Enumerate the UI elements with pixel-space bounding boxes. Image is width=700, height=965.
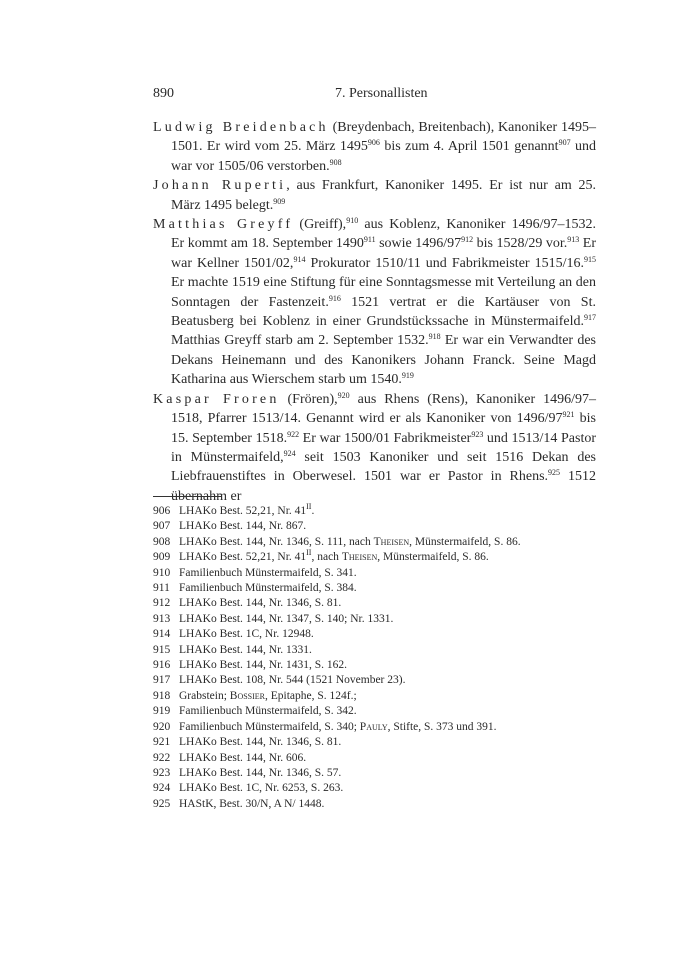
footnote-number: 922 [153, 751, 171, 764]
footnote-ref: 924 [283, 448, 296, 458]
footnote-number: 911 [153, 582, 170, 595]
footnote [153, 720, 596, 735]
footnote-text: Familienbuch Münstermaifeld, S. 340; [179, 720, 360, 733]
footnote [153, 689, 596, 704]
footnote-number: 917 [153, 674, 171, 687]
footnote-author: Bossier [229, 689, 266, 702]
entry-text: und war vor 1505/06 verstorben. [171, 139, 597, 174]
entry-text: bis 1528/29 vor. [473, 236, 568, 252]
footnote-ref: 910 [346, 216, 359, 226]
footnote-text: LHAKo Best. 108, Nr. 544 (1521 November 23). [179, 674, 406, 687]
footnote [153, 751, 596, 766]
footnote-number: 907 [153, 520, 171, 533]
footnote-number: 919 [153, 705, 171, 718]
entry-text: aus Koblenz, Kanoniker 1496/97–1532. Er kommt am 18. September 1490 [171, 217, 596, 252]
entry-text: Er war ein Verwandter des Dekans Heinemann und des Kanonikers Johann Franck. Seine Magd Katharina aus Wierschem starb um 1540. [171, 333, 596, 388]
footnote-ref: 920 [337, 390, 350, 400]
footnote-text: , Stifte, S. 373 und 391. [387, 720, 497, 733]
footnote-ref: 914 [293, 254, 306, 264]
footnote-text: , Münstermaifeld, S. 86. [409, 535, 521, 548]
footnote-ref: 922 [287, 429, 300, 439]
footnote-number: 913 [153, 612, 171, 625]
footnote-text: LHAKo Best. 144, Nr. 1346, S. 81. [179, 597, 342, 610]
person-entry [153, 176, 596, 215]
footnote-text: LHAKo Best. 144, Nr. 1346, S. 57. [179, 766, 342, 779]
person-name: Matthias Greyff [153, 217, 294, 233]
footnote [153, 550, 596, 565]
person-entry [153, 390, 596, 506]
footnote-ref: 907 [558, 138, 571, 148]
footnote-text: Familienbuch Münstermaifeld, S. 342. [179, 705, 357, 718]
footnote-author: Theisen [341, 551, 378, 564]
footnote [153, 735, 596, 750]
footnote-text: LHAKo Best. 144, Nr. 1431, S. 162. [179, 659, 348, 672]
footnote-ref: 917 [584, 313, 596, 323]
footnote-text: LHAKo Best. 1C, Nr. 12948. [179, 628, 314, 641]
entry-text: und 1513/14 Pastor in Münstermaifeld, [171, 430, 597, 465]
footnote [153, 643, 596, 658]
footnote-ref: 908 [329, 157, 342, 167]
footnote-text: , Münstermaifeld, S. 86. [377, 551, 489, 564]
entry-text: (Greiff), [293, 217, 347, 233]
footnote-number: 908 [153, 535, 171, 548]
footnote-ref: 915 [584, 254, 596, 264]
entry-text: Matthias Greyff starb am 2. September 1532. [171, 333, 429, 349]
footnote-ref: 911 [363, 235, 376, 245]
person-name: Johann Ruperti [153, 178, 287, 194]
entry-text: Er war 1500/01 Fabrikmeister [299, 430, 472, 446]
entry-text: (Breydenbach, Breitenbach), Kanoniker 1495–1501. Er wird vom 25. März 1495 [171, 120, 596, 155]
footnote-number: 924 [153, 782, 171, 795]
entry-text: sowie 1496/97 [375, 236, 462, 252]
footnote-number: 918 [153, 689, 171, 702]
entry-text: Er machte 1519 eine Stiftung für eine Sonntagsmesse mit Verteilung an den Sonntagen der Fastenzeit. [171, 275, 596, 310]
footnote-author: Theisen [373, 535, 410, 548]
entry-text: , aus Frankfurt, Kanoniker 1495. Er ist nur am 25. März 1495 belegt. [171, 178, 596, 213]
footnote [153, 581, 596, 596]
footnote [153, 781, 596, 796]
footnote-text: LHAKo Best. 1C, Nr. 6253, S. 263. [179, 782, 344, 795]
entry-text: (Frören), [279, 391, 338, 407]
footnote-number: 923 [153, 766, 171, 779]
entry-text: aus Rhens (Rens), Kanoniker 1496/97–1518, Pfarrer 1513/14. Genannt wird er als Kanoniker von 1496/97 [171, 391, 596, 427]
footnote-number: 910 [153, 566, 171, 579]
running-header [153, 86, 596, 106]
footnote-number: 916 [153, 659, 171, 672]
person-entry [153, 215, 596, 390]
footnote-ref: 925 [548, 468, 561, 478]
entry-text: bis zum 4. April 1501 genannt [379, 139, 559, 155]
footnote [153, 504, 596, 519]
footnote [153, 673, 596, 688]
footnote [153, 519, 596, 534]
footnote-ref: 918 [428, 332, 441, 342]
footnote [153, 566, 596, 581]
footnote-ref: 916 [328, 293, 341, 303]
footnote-text: LHAKo Best. 144, Nr. 867. [179, 520, 307, 533]
footnote-text: , Epitaphe, S. 124f.; [265, 689, 357, 702]
entry-text: seit 1503 Kanoniker und seit 1516 Dekan des Liebfrauenstiftes in Oberwesel. 1501 war er Pastor in Rhens. [171, 449, 596, 485]
running-title: 7. Personallisten [335, 86, 428, 101]
footnote [153, 704, 596, 719]
page-number: 890 [153, 86, 174, 101]
footnote-number: 920 [153, 720, 171, 733]
footnote-ref: 921 [562, 410, 575, 420]
footnote-text: , nach [311, 551, 342, 564]
entry-text: 1521 vertrat er die Kartäuser von St. Beatusberg bei Koblenz in einer Grundstückssache in Münstermaifeld. [171, 294, 596, 330]
footnote-ref: 919 [401, 371, 414, 381]
footnote-ref: 906 [367, 138, 380, 148]
footnote-text: LHAKo Best. 144, Nr. 1331. [179, 643, 312, 656]
footnote-text: LHAKo Best. 52,21, Nr. 41 [179, 505, 307, 517]
footnote [153, 627, 596, 642]
footnote-text: Familienbuch Münstermaifeld, S. 341. [179, 566, 357, 579]
entry-text: Er war Kellner 1501/02, [171, 236, 596, 271]
footnote-text: LHAKo Best. 144, Nr. 1346, S. 111, nach [179, 535, 374, 548]
footnote-text: LHAKo Best. 144, Nr. 1347, S. 140; Nr. 1331. [179, 612, 394, 625]
entry-text: bis 15. September 1518. [171, 411, 596, 446]
entry-text: 1512 übernahm er [171, 469, 597, 504]
body-text [153, 118, 596, 506]
footnote [153, 612, 596, 627]
footnote [153, 658, 596, 673]
footnote-number: 915 [153, 643, 171, 656]
footnote [153, 797, 596, 812]
footnote-number: 906 [153, 505, 171, 517]
footnote-text: LHAKo Best. 144, Nr. 606. [179, 751, 307, 764]
footnote-number: 921 [153, 736, 171, 749]
person-entry [153, 118, 596, 176]
footnote-text: II [306, 548, 312, 558]
footnote-ref: 913 [567, 235, 580, 245]
person-name: Ludwig Breidenbach [153, 120, 329, 135]
footnote [153, 596, 596, 611]
person-name: Kaspar Froren [153, 391, 280, 407]
entry-text: Prokurator 1510/11 und Fabrikmeister 1515/16. [305, 255, 584, 271]
footnote-text: Familienbuch Münstermaifeld, S. 384. [179, 582, 357, 595]
footnote-text: Grabstein; [179, 689, 230, 702]
footnote-ref: 923 [471, 429, 484, 439]
footnote-ref: 912 [461, 235, 474, 245]
footnote-author: Pauly [359, 720, 388, 733]
footnote-separator [153, 496, 221, 497]
footnote-text: LHAKo Best. 144, Nr. 1346, S. 81. [179, 736, 342, 749]
footnote-text: HAStK, Best. 30/N, A N/ 1448. [179, 797, 325, 810]
footnote [153, 535, 596, 550]
footnote-number: 925 [153, 797, 171, 810]
footnote-number: 912 [153, 597, 171, 610]
footnote-ref: 909 [273, 196, 286, 206]
footnote-text: LHAKo Best. 52,21, Nr. 41 [179, 551, 307, 564]
footnote-text: . [311, 505, 315, 517]
footnotes [153, 504, 596, 812]
footnote-number: 914 [153, 628, 171, 641]
footnote-text: II [306, 502, 312, 511]
footnote-number: 909 [153, 551, 171, 564]
footnote [153, 766, 596, 781]
